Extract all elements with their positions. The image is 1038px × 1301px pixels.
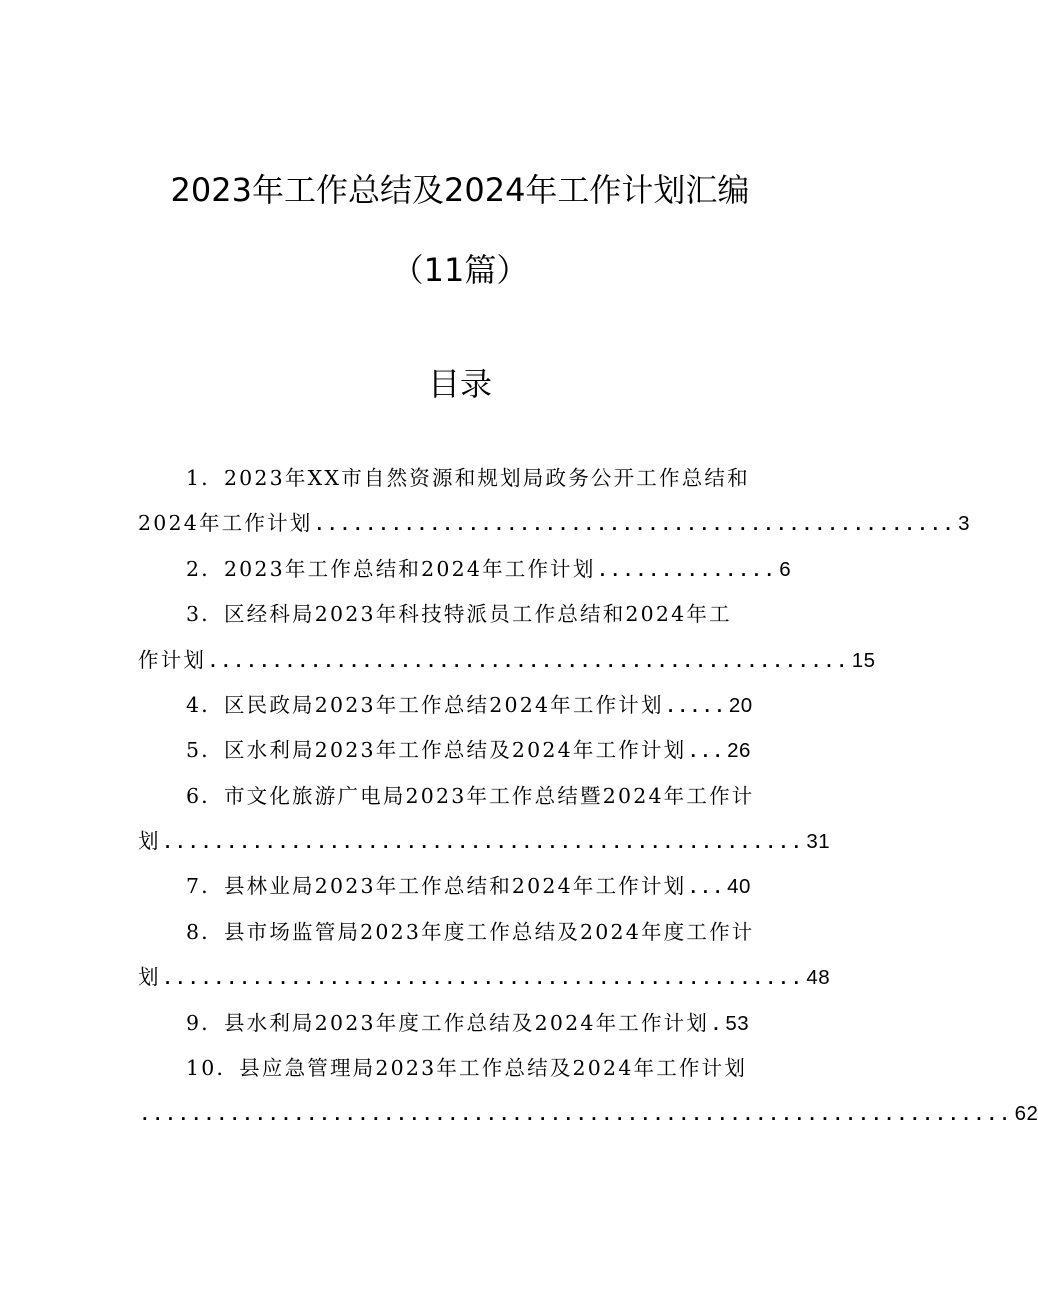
toc-entry-6-line1[interactable]: 6．市文化旅游广电局2023年工作总结暨2024年工作计 xyxy=(186,784,755,808)
toc-entry-6-text: 划 xyxy=(138,829,161,853)
toc-entry-2-text: 2．2023年工作总结和2024年工作计划 xyxy=(186,557,596,581)
toc-entry-10-line2[interactable] xyxy=(138,1099,1038,1130)
toc-entry-7[interactable] xyxy=(186,871,751,903)
toc-entry-4-page: 20 xyxy=(728,694,753,717)
toc-entry-9-text: 9．县水利局2023年度工作总结及2024年工作计划 xyxy=(186,1011,710,1035)
toc-entry-8-line1[interactable]: 8．县市场监管局2023年度工作总结及2024年度工作计 xyxy=(186,920,755,944)
toc-entry-9[interactable] xyxy=(186,1008,749,1040)
toc-entry-5-text: 5．区水利局2023年工作总结及2024年工作计划 xyxy=(186,738,687,762)
toc-entry-9-page: 53 xyxy=(725,1012,750,1035)
toc-entry-8-leader: .................................................. xyxy=(162,969,805,988)
toc-entry-1-text: 2024年工作计划 xyxy=(138,511,313,535)
toc-entry-2[interactable] xyxy=(186,554,792,586)
toc-entry-3-line2[interactable] xyxy=(138,645,876,677)
toc-entry-1-line1[interactable]: 1．2023年XX市自然资源和规划局政务公开工作总结和 xyxy=(186,466,750,490)
toc-entry-8-page: 48 xyxy=(806,966,831,989)
toc-entry-10-line1[interactable]: 10．县应急管理局2023年工作总结及2024年工作计划 xyxy=(186,1056,748,1080)
toc-entry-1-line2[interactable] xyxy=(138,508,971,540)
toc-entry-3-line1[interactable]: 3．区经科局2023年科技特派员工作总结和2024年工 xyxy=(186,602,732,626)
toc-entry-5[interactable] xyxy=(186,735,751,767)
toc-entry-8-line2[interactable] xyxy=(138,962,831,994)
toc-entry-6-line2[interactable] xyxy=(138,826,831,858)
toc-entry-3-text: 作计划 xyxy=(138,648,207,672)
toc-entry-10-leader: .................................................................... xyxy=(140,1105,1013,1124)
toc-heading: 目录 xyxy=(427,365,492,403)
toc-entry-10-page: 62 xyxy=(1014,1102,1038,1125)
toc-entry-8-text: 划 xyxy=(138,965,161,989)
toc-entry-2-page: 6 xyxy=(779,558,792,581)
toc-entry-5-leader: ... xyxy=(688,742,726,761)
document-subtitle: （11篇） xyxy=(391,251,529,289)
toc-entry-7-leader: ... xyxy=(688,878,726,897)
toc-entry-6-leader: .................................................. xyxy=(162,833,805,852)
toc-entry-5-page: 26 xyxy=(727,739,751,762)
toc-entry-1-page: 3 xyxy=(958,512,971,535)
toc-entry-4-leader: ..... xyxy=(665,697,727,716)
toc-entry-7-page: 40 xyxy=(727,875,751,898)
toc-entry-4[interactable] xyxy=(186,690,753,722)
toc-entry-7-text: 7．县林业局2023年工作总结和2024年工作计划 xyxy=(186,874,687,898)
toc-entry-4-text: 4．区民政局2023年工作总结2024年工作计划 xyxy=(186,693,664,717)
toc-entry-6-page: 31 xyxy=(806,830,831,853)
toc-entry-3-page: 15 xyxy=(851,649,876,672)
toc-entry-2-leader: .............. xyxy=(597,561,778,580)
toc-entry-9-leader: . xyxy=(711,1015,724,1034)
toc-entry-3-leader: .................................................. xyxy=(208,652,850,671)
document-title: 2023年工作总结及2024年工作计划汇编 xyxy=(170,171,750,209)
toc-entry-1-leader: .................................................. xyxy=(314,515,957,534)
